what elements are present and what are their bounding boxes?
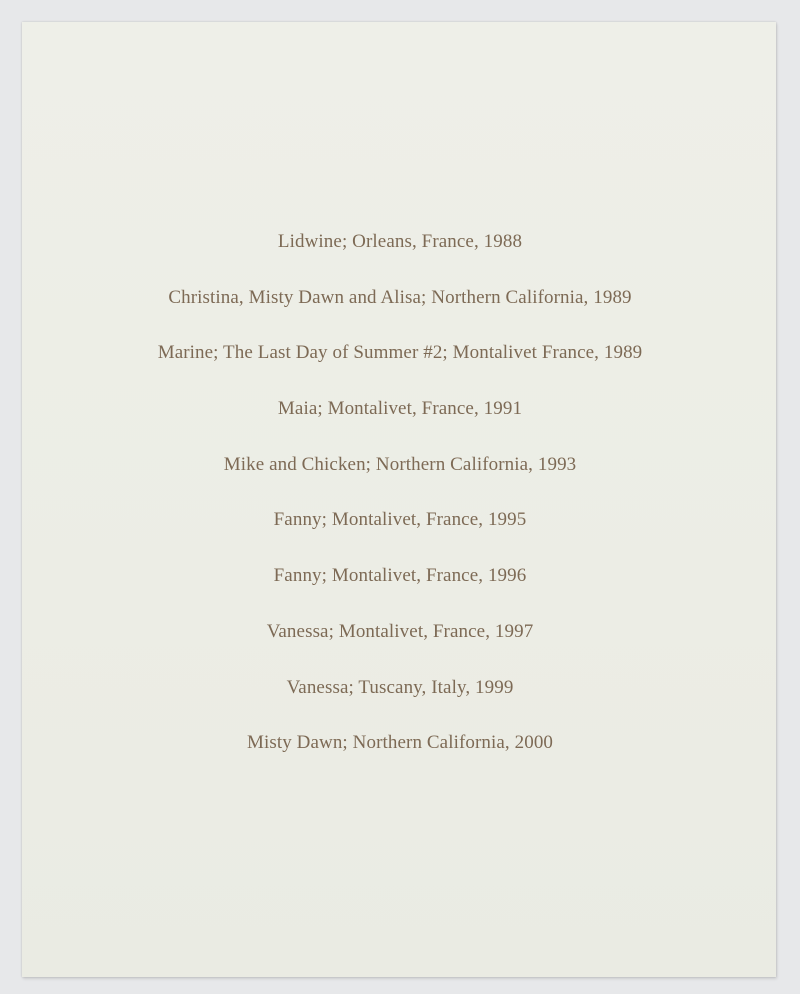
caption-line: Mike and Chicken; Northern California, 1993 xyxy=(223,453,577,475)
caption-line: Christina, Misty Dawn and Alisa; Northern California, 1989 xyxy=(168,286,632,308)
caption-line: Misty Dawn; Northern California, 2000 xyxy=(246,732,554,754)
caption-line: Maia; Montalivet, France, 1991 xyxy=(277,398,523,420)
caption-line: Lidwine; Orleans, France, 1988 xyxy=(277,231,523,252)
caption-line: Marine; The Last Day of Summer #2; Montalivet France, 1989 xyxy=(157,342,643,364)
caption-line: Fanny; Montalivet, France, 1995 xyxy=(273,509,527,531)
caption-line: Vanessa; Tuscany, Italy, 1999 xyxy=(286,676,514,698)
caption-list xyxy=(0,228,800,785)
caption-line: Vanessa; Montalivet, France, 1997 xyxy=(266,620,534,642)
caption-line: Fanny; Montalivet, France, 1996 xyxy=(273,565,527,587)
